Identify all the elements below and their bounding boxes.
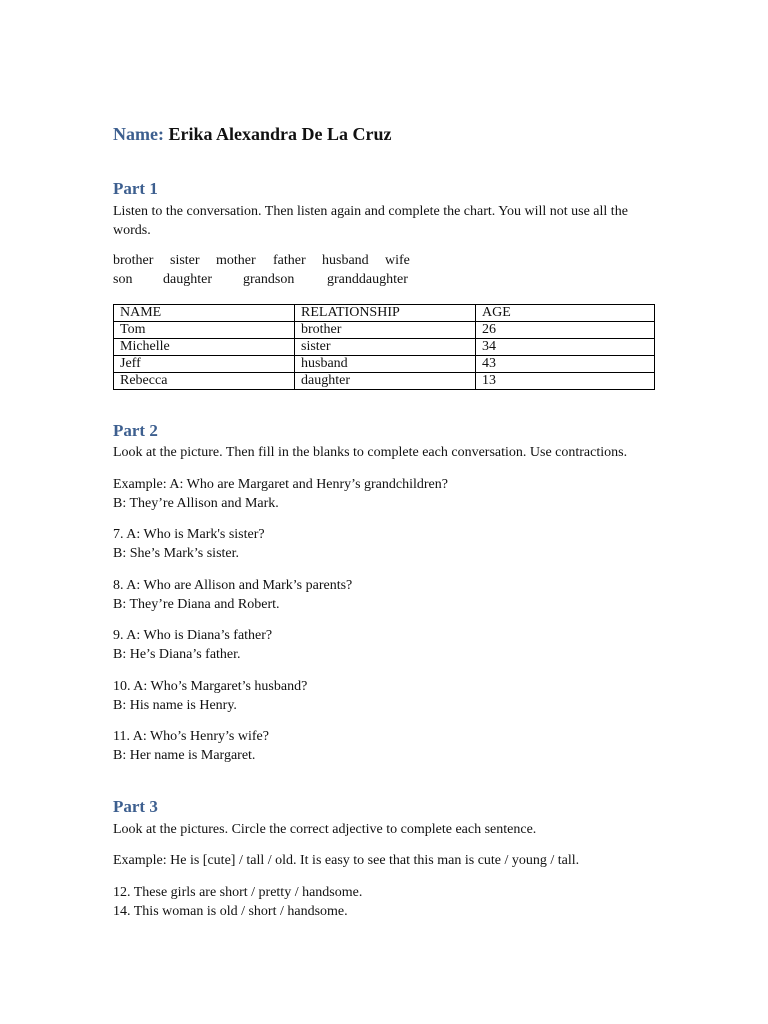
relationship-table (113, 304, 655, 390)
sentence-14: 14. This woman is old / short / handsome. (113, 904, 348, 919)
table-cell: Jeff (114, 356, 295, 373)
table-cell: brother (295, 322, 476, 339)
question-7: 7. A: Who is Mark's sister? (113, 527, 265, 542)
word-bank-item: brother (113, 253, 154, 268)
example-question: Example: A: Who are Margaret and Henry’s grandchildren? (113, 477, 448, 492)
word-bank-item: husband (322, 253, 369, 268)
word-bank-item: granddaughter (327, 272, 408, 287)
student-name: Erika Alexandra De La Cruz (168, 124, 392, 144)
part1-heading: Part 1 (113, 179, 158, 198)
answer-9: B: He’s Diana’s father. (113, 647, 241, 662)
table-cell: Tom (114, 322, 295, 339)
part2-heading: Part 2 (113, 421, 158, 440)
table-cell: sister (295, 339, 476, 356)
table-row (114, 339, 655, 356)
word-bank-item: wife (385, 253, 410, 268)
word-bank-item: mother (216, 253, 256, 268)
table-cell: Rebecca (114, 373, 295, 390)
word-bank-item: father (273, 253, 306, 268)
answer-11: B: Her name is Margaret. (113, 748, 256, 763)
table-cell: Michelle (114, 339, 295, 356)
part3-example: Example: He is [cute] / tall / old. It is easy to see that this man is cute / young / tall. (113, 853, 580, 868)
table-cell: 43 (476, 356, 655, 373)
table-cell: 34 (476, 339, 655, 356)
word-bank-item: grandson (243, 272, 295, 287)
table-cell: daughter (295, 373, 476, 390)
word-bank-item: daughter (163, 272, 212, 287)
answer-7: B: She’s Mark’s sister. (113, 546, 240, 561)
answer-10: B: His name is Henry. (113, 698, 237, 713)
column-header-age: AGE (476, 305, 655, 322)
table-cell: 13 (476, 373, 655, 390)
table-row (114, 356, 655, 373)
question-11: 11. A: Who’s Henry’s wife? (113, 729, 269, 744)
example-answer: B: They’re Allison and Mark. (113, 496, 279, 511)
question-8: 8. A: Who are Allison and Mark’s parents? (113, 578, 353, 593)
word-bank-item: sister (170, 253, 200, 268)
name-line (113, 124, 391, 145)
table-header-row (114, 305, 655, 322)
table-cell: 26 (476, 322, 655, 339)
sentence-12: 12. These girls are short / pretty / handsome. (113, 885, 363, 900)
part3-heading: Part 3 (113, 797, 158, 816)
question-10: 10. A: Who’s Margaret’s husband? (113, 679, 308, 694)
question-9: 9. A: Who is Diana’s father? (113, 628, 273, 643)
word-bank-item: son (113, 272, 133, 287)
column-header-relationship: RELATIONSHIP (295, 305, 476, 322)
column-header-name: NAME (114, 305, 295, 322)
table-row (114, 373, 655, 390)
answer-8: B: They’re Diana and Robert. (113, 597, 280, 612)
table-cell: husband (295, 356, 476, 373)
part1-instructions: Listen to the conversation. Then listen again and complete the chart. You will not use all the words. (113, 204, 628, 238)
table-row (114, 322, 655, 339)
part3-instructions: Look at the pictures. Circle the correct adjective to complete each sentence. (113, 822, 537, 837)
name-label: Name: (113, 124, 164, 144)
part2-instructions: Look at the picture. Then fill in the blanks to complete each conversation. Use contractions. (113, 445, 628, 460)
